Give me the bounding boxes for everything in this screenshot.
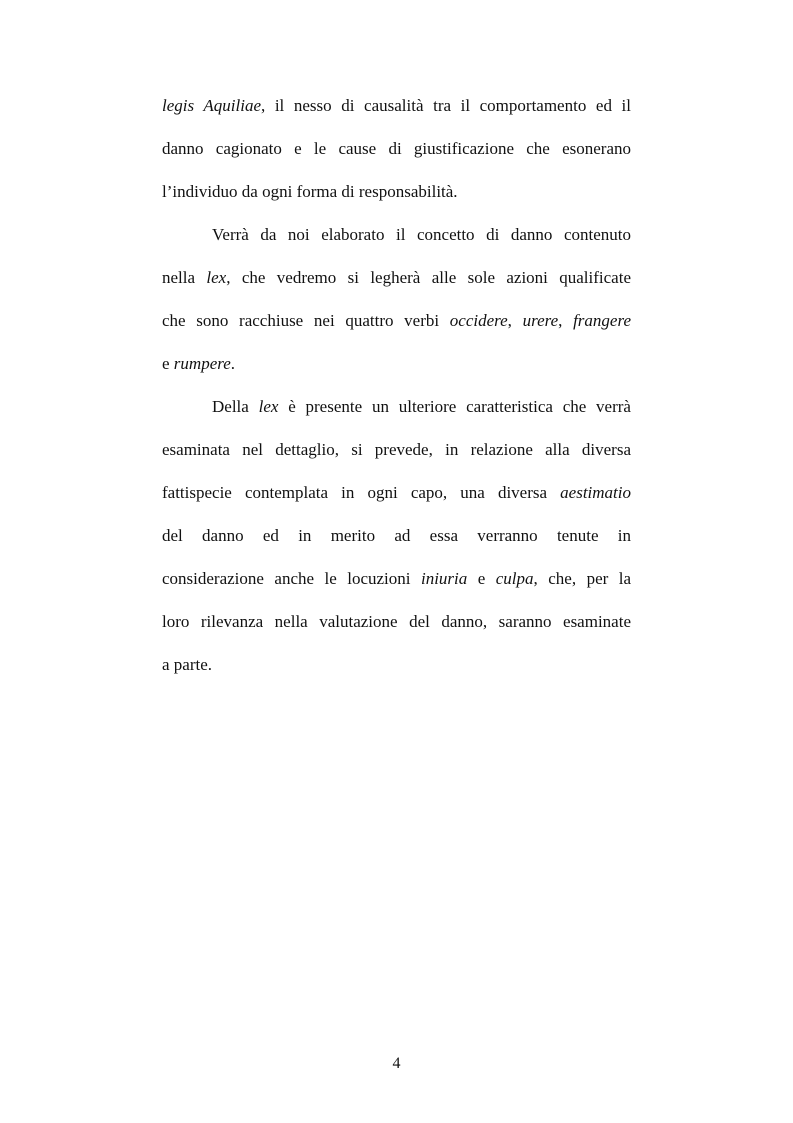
- latin-term: lex: [206, 268, 227, 287]
- latin-term: rumpere: [173, 354, 231, 373]
- latin-term: culpa: [495, 569, 534, 588]
- latin-term: aestimatio: [560, 483, 631, 502]
- paragraph-1-line-1: legis Aquiliae, il nesso di causalità tra il comportamento ed il: [162, 96, 631, 115]
- latin-term: urere: [522, 311, 559, 330]
- paragraph-2-line-2: nella lex, che vedremo si legherà alle sole azioni qualificate: [162, 268, 631, 287]
- paragraph-1-line-3: l’individuo da ogni forma di responsabilità.: [162, 182, 458, 201]
- latin-term: frangere: [573, 311, 631, 330]
- latin-term: lex: [258, 397, 279, 416]
- paragraph-3-line-1: Della lex è presente un ulteriore caratteristica che verrà: [212, 397, 631, 416]
- paragraph-3-line-6: loro rilevanza nella valutazione del danno, saranno esaminate: [162, 612, 631, 631]
- paragraph-3-line-4: del danno ed in merito ad essa verranno tenute in: [162, 526, 631, 545]
- paragraph-3-line-7: a parte.: [162, 655, 213, 674]
- paragraph-2-line-4: e rumpere.: [162, 354, 236, 373]
- latin-term: occidere: [449, 311, 508, 330]
- paragraph-3-line-5: considerazione anche le locuzioni iniuria e culpa, che, per la: [162, 569, 632, 588]
- body-text: [162, 84, 631, 686]
- paragraph-2-line-1: Verrà da noi elaborato il concetto di danno contenuto: [212, 225, 631, 244]
- paragraph-3-line-3: fattispecie contemplata in ogni capo, una diversa aestimatio: [162, 483, 631, 502]
- latin-term: iniuria: [420, 569, 468, 588]
- paragraph-3-line-2: esaminata nel dettaglio, si prevede, in relazione alla diversa: [162, 440, 631, 459]
- paragraph-1-line-2: danno cagionato e le cause di giustificazione che esonerano: [162, 139, 631, 158]
- paragraph-2-line-3: che sono racchiuse nei quattro verbi occidere, urere, frangere: [162, 311, 631, 330]
- latin-term: legis Aquiliae: [162, 96, 261, 115]
- page-number: 4: [392, 1055, 401, 1072]
